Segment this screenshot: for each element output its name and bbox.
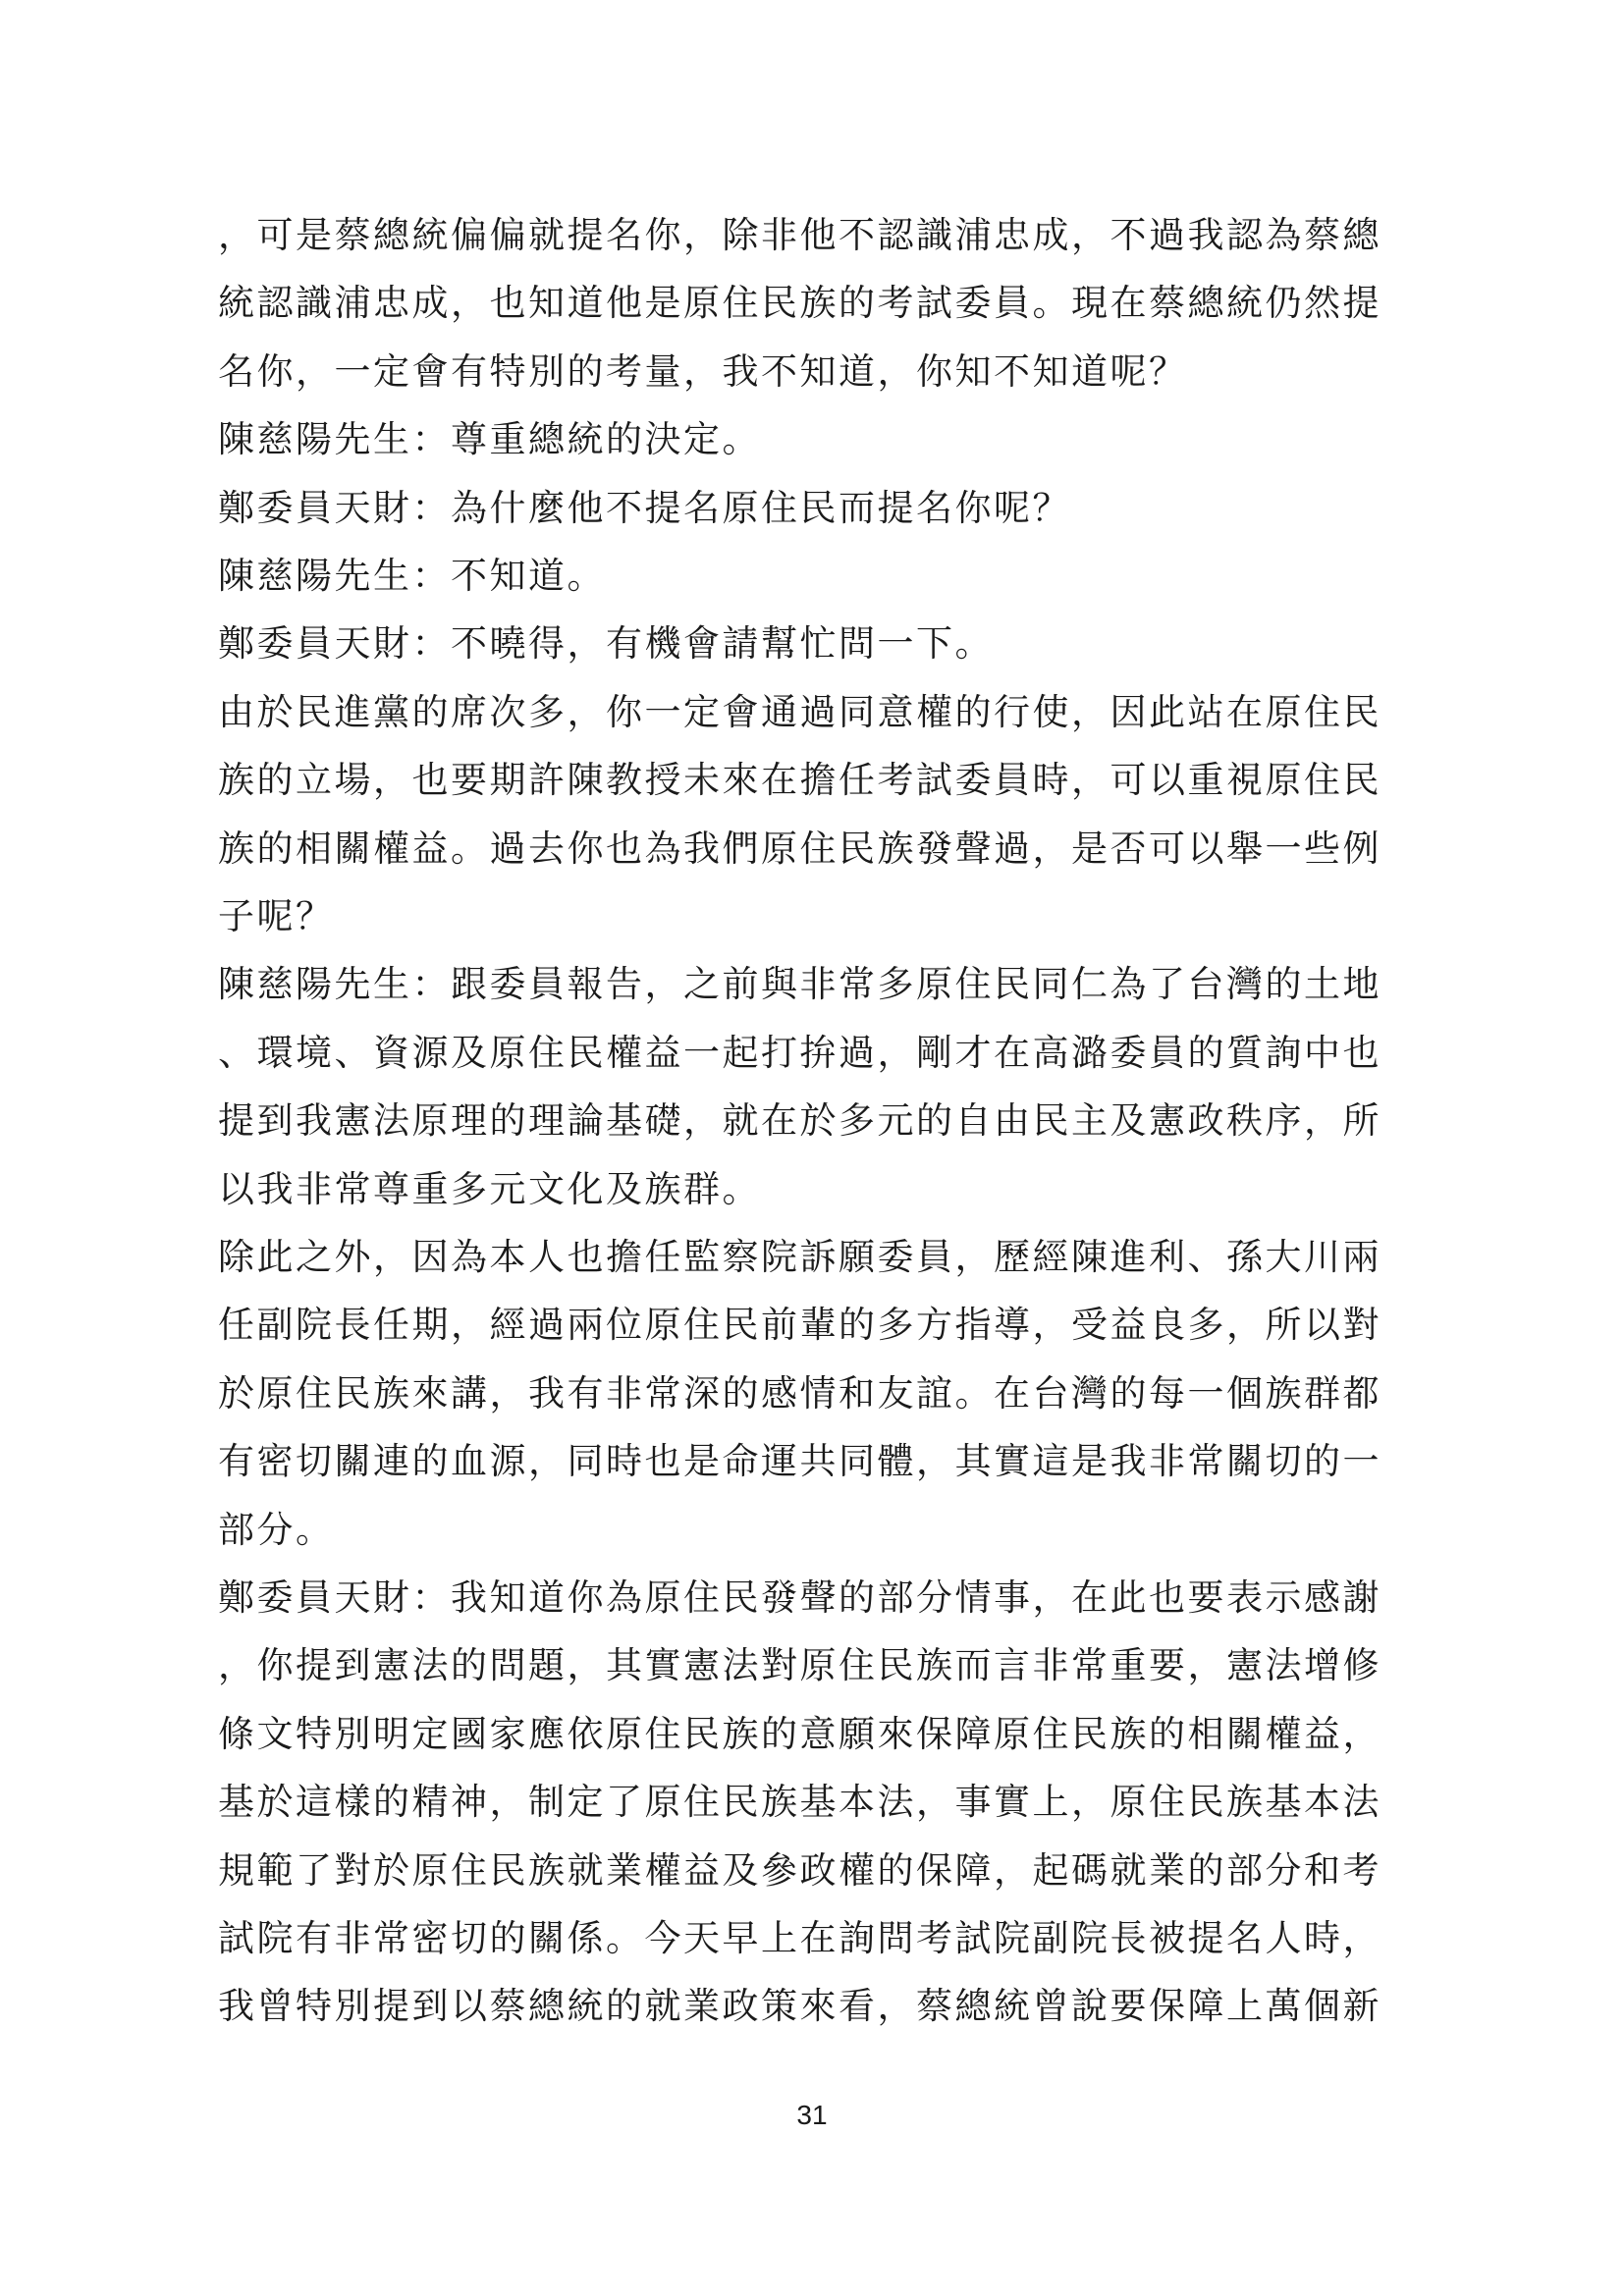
text-line: 鄭委員天財：為什麼他不提名原住民而提名你呢？ xyxy=(218,486,1071,529)
text-line: 提到我憲法原理的理論基礎，就在於多元的自由民主及憲政秩序，所 xyxy=(218,1099,1381,1143)
text-line: 陳慈陽先生：不知道。 xyxy=(218,555,606,597)
text-line: 除此之外，因為本人也擔任監察院訴願委員，歷經陳進利、孫大川兩 xyxy=(218,1236,1381,1278)
text-line: 由於民進黨的席次多，你一定會通過同意權的行使，因此站在原住民 xyxy=(218,690,1381,733)
text-line: 統認識浦忠成，也知道他是原住民族的考試委員。現在蔡總統仍然提 xyxy=(218,282,1381,325)
text-line: 陳慈陽先生：跟委員報告，之前與非常多原住民同仁為了台灣的土地 xyxy=(218,963,1381,1006)
text-line: 條文特別明定國家應依原住民族的意願來保障原住民族的相關權益， xyxy=(218,1712,1381,1755)
text-line: 以我非常尊重多元文化及族群。 xyxy=(218,1167,761,1210)
text-line: 試院有非常密切的關係。今天早上在詢問考試院副院長被提名人時， xyxy=(218,1917,1381,1959)
text-line: 規範了對於原住民族就業權益及參政權的保障，起碼就業的部分和考 xyxy=(218,1848,1381,1892)
text-line: 任副院長任期，經過兩位原住民前輩的多方指導，受益良多，所以對 xyxy=(218,1304,1381,1347)
text-line: 鄭委員天財：我知道你為原住民發聲的部分情事，在此也要表示感謝 xyxy=(218,1576,1381,1619)
page-number: 31 xyxy=(796,2100,828,2130)
text-line: 有密切關連的血源，同時也是命運共同體，其實這是我非常關切的一 xyxy=(218,1440,1381,1483)
text-line: 陳慈陽先生：尊重總統的決定。 xyxy=(218,418,761,461)
text-line: 、環境、資源及原住民權益一起打拚過，剛才在高潞委員的質詢中也 xyxy=(218,1031,1381,1074)
text-line: 名你，一定會有特別的考量，我不知道，你知不知道呢？ xyxy=(218,349,1188,393)
text-line: 族的立場，也要期許陳教授未來在擔任考試委員時，可以重視原住民 xyxy=(218,759,1381,802)
text-line: 部分。 xyxy=(218,1508,335,1551)
text-line: ，可是蔡總統偏偏就提名你，除非他不認識浦忠成，不過我認為蔡總 xyxy=(218,214,1381,256)
text-line: 基於這樣的精神，制定了原住民族基本法，事實上，原住民族基本法 xyxy=(218,1781,1381,1824)
text-line: 我曾特別提到以蔡總統的就業政策來看，蔡總統曾說要保障上萬個新 xyxy=(218,1985,1381,2028)
text-line: 子呢？ xyxy=(218,895,335,937)
text-line: 族的相關權益。過去你也為我們原住民族發聲過，是否可以舉一些例 xyxy=(218,827,1381,870)
text-line: 鄭委員天財：不曉得，有機會請幫忙問一下。 xyxy=(218,622,994,666)
text-line: ，你提到憲法的問題，其實憲法對原住民族而言非常重要，憲法增修 xyxy=(218,1644,1381,1687)
text-line: 於原住民族來講，我有非常深的感情和友誼。在台灣的每一個族群都 xyxy=(218,1371,1381,1415)
